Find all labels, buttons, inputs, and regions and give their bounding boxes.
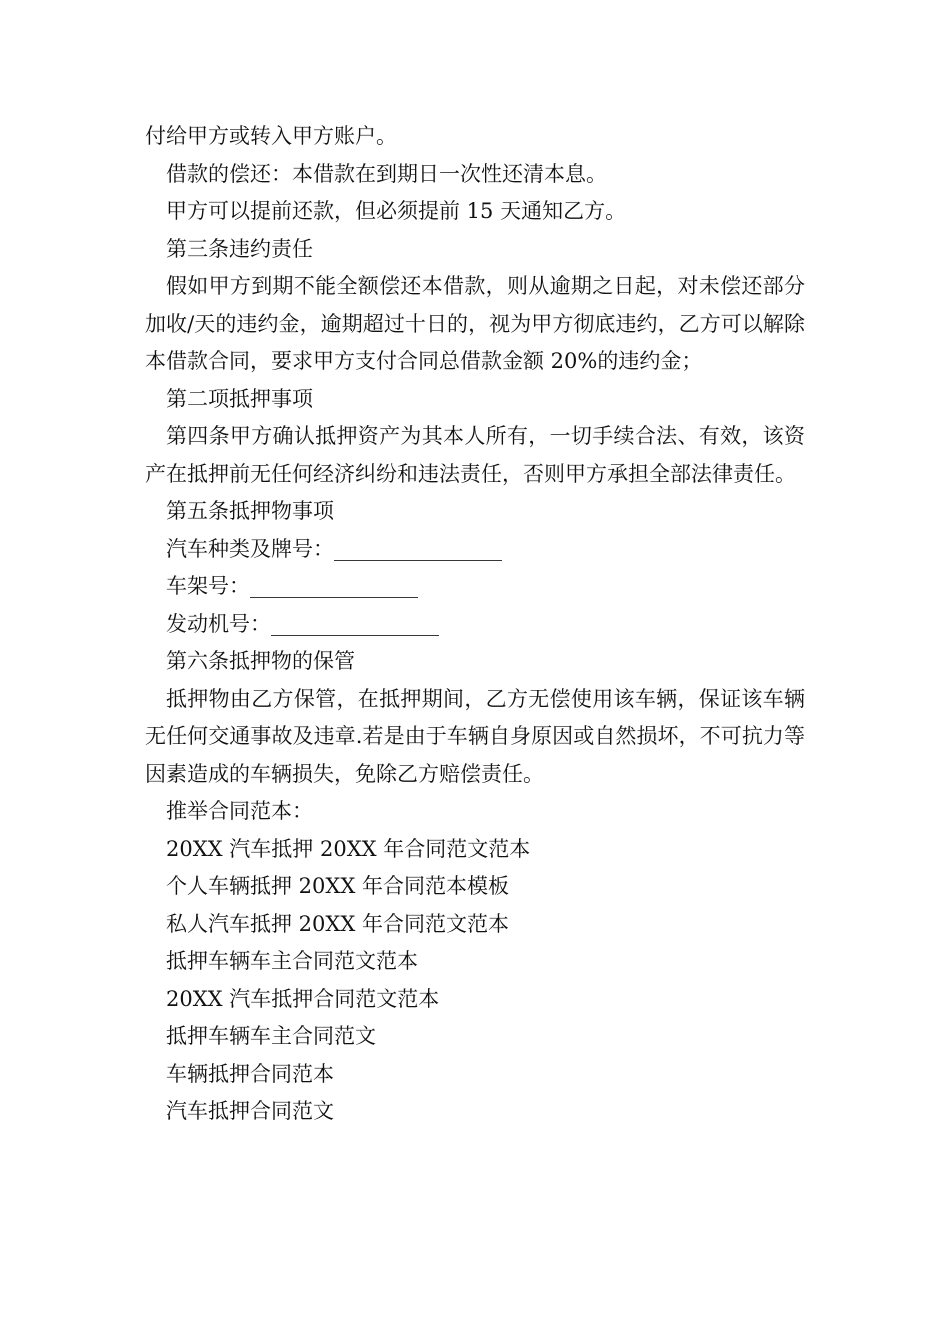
text-line-payment: 付给甲方或转入甲方账户。 (145, 124, 397, 148)
recommend-item: 私人汽车抵押 20XX 年合同范文范本 (166, 911, 509, 936)
recommend-item: 20XX 汽车抵押 20XX 年合同范文范本 (166, 836, 531, 861)
recommend-item: 抵押车辆车主合同范文范本 (166, 949, 418, 973)
paragraph-article-4: 第四条甲方确认抵押资产为其本人所有，一切手续合法、有效，该资产在抵押前无任何经济纠纷和违法责任，否则甲方承担全部法律责任。 (145, 424, 805, 486)
recommend-item: 20XX 汽车抵押合同范文范本 (166, 986, 440, 1011)
field-frame-number: 车架号：________________ (166, 574, 418, 598)
text-line-repayment: 借款的偿还：本借款在到期日一次性还清本息。 (166, 161, 607, 186)
recommend-item: 汽车抵押合同范文 (166, 1099, 334, 1123)
paragraph-article-6: 抵押物由乙方保管，在抵押期间，乙方无偿使用该车辆，保证该车辆无任何交通事故及违章.若是由于车辆自身原因或自然损坏，不可抗力等因素造成的车辆损失，免除乙方赔偿责任。 (145, 686, 805, 786)
recommend-heading: 推举合同范本： (166, 799, 313, 823)
document-body (145, 118, 805, 1131)
recommend-item: 车辆抵押合同范本 (166, 1061, 334, 1086)
heading-mortgage-matters: 第二项抵押事项 (166, 386, 313, 411)
paragraph-breach-liability: 假如甲方到期不能全额偿还本借款，则从逾期之日起，对未偿还部分加收/天的违约金，逾期超过十日的，视为甲方彻底违约，乙方可以解除本借款合同，要求甲方支付合同总借款金额 20%的违约金； (145, 274, 805, 373)
text-line-early-repayment: 甲方可以提前还款，但必须提前 15 天通知乙方。 (166, 199, 627, 223)
recommend-item: 个人车辆抵押 20XX 年合同范本模板 (166, 874, 509, 898)
recommend-item: 抵押车辆车主合同范文 (166, 1024, 376, 1048)
heading-article-3: 第三条违约责任 (166, 236, 313, 261)
field-vehicle-type: 汽车种类及牌号：________________ (166, 536, 502, 561)
field-engine-number: 发动机号：________________ (166, 611, 439, 636)
heading-article-5: 第五条抵押物事项 (166, 499, 334, 523)
heading-article-6: 第六条抵押物的保管 (166, 649, 355, 673)
